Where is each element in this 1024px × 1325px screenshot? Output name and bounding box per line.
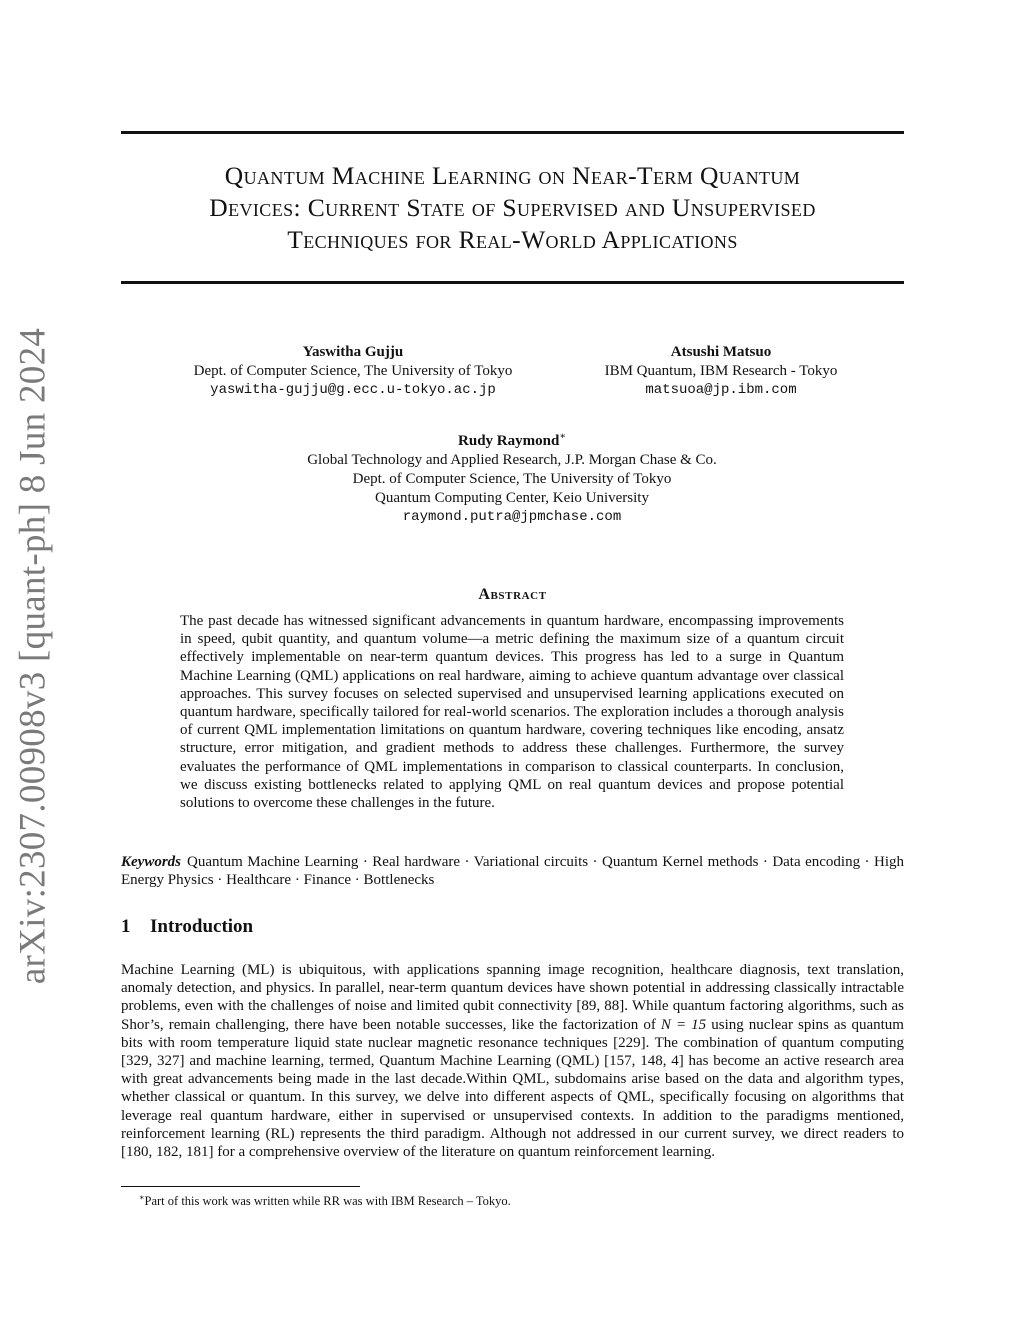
- author-name: Yaswitha Gujju: [302, 344, 404, 360]
- title-bottom-rule: [121, 281, 904, 284]
- section-heading: [121, 916, 253, 938]
- footnote-rule: [121, 1186, 360, 1187]
- paper-title: [121, 160, 904, 256]
- author-affiliation: IBM Quantum, IBM Research - Tokyo: [604, 363, 838, 379]
- author-block-raymond: [262, 427, 762, 527]
- author-name: Atsushi Matsuo: [670, 344, 772, 360]
- intro-math: N = 15: [660, 1016, 707, 1033]
- section-title: Introduction: [150, 916, 254, 937]
- title-line: Techniques for Real-World Applications: [287, 225, 738, 254]
- footnote-text: Part of this work was written while RR was with IBM Research – Tokyo.: [144, 1194, 511, 1209]
- author-block-matsuo: [580, 343, 862, 400]
- title-line: Devices: Current State of Supervised and Unsupervised: [209, 193, 816, 222]
- author-email[interactable]: yaswitha-gujju@g.ecc.u-tokyo.ac.jp: [210, 382, 496, 398]
- title-top-rule: [121, 131, 904, 134]
- author-name-line: [262, 427, 762, 451]
- intro-text-part2: using nuclear spins as quantum bits with room temperature liquid state nuclear magnetic resonance techniques [229]. The combination of quantum computing [329, 327] and machine learning, termed, Quantum Machine Learning (QML) [157, 148, 4] has become an active research area with great advancements being made in the last decade.Within QML, subdomains arise based on the data and algorithm types, whether classical or quantum. In this survey, we delve into different aspects of QML, specifically focusing on algorithms that leverage real quantum hardware, either in supervised or unsupervised contexts. In addition to the paradigms mentioned, reinforcement learning (RL) represents the third paradigm. Although not addressed in our current survey, we direct readers to [180, 182, 181] for a comprehensive overview of the literature on quantum reinforcement learning.: [121, 1016, 904, 1161]
- author-affiliation: Dept. of Computer Science, The University of Tokyo: [193, 363, 513, 379]
- footnote-mark: ∗: [139, 1193, 145, 1202]
- author-email[interactable]: raymond.putra@jpmchase.com: [402, 509, 622, 525]
- author-email[interactable]: matsuoa@jp.ibm.com: [645, 382, 797, 398]
- keywords-list: Quantum Machine Learning · Real hardware · Variational circuits · Quantum Kernel methods · Data encoding · High Energy Physics · Healthcare · Finance · Bottlenecks: [121, 854, 904, 889]
- arxiv-identifier: [12, 327, 54, 985]
- author-affiliation: Global Technology and Applied Research, J.P. Morgan Chase & Co.: [307, 452, 717, 468]
- keywords-label: Keywords: [121, 854, 181, 870]
- intro-text-part1: Machine Learning (ML) is ubiquitous, with applications spanning image recognition, healthcare diagnosis, text translation, anomaly detection, and physics. In parallel, near-term quantum devices have shown potential in addressing classically intractable problems, even with the challenges of noise and limited qubit connectivity [89, 88]. While quantum factoring algorithms, such as Shor’s, remain challenging, there have been notable successes, like the factorization of: [121, 962, 904, 1033]
- author-affiliation: Quantum Computing Center, Keio University: [375, 490, 649, 506]
- introduction-paragraph: [121, 961, 904, 1161]
- arxiv-identifier-text: arXiv:2307.00908v3 [quant-ph] 8 Jun 2024: [12, 327, 54, 985]
- section-number: 1: [121, 916, 131, 937]
- abstract-text: The past decade has witnessed significant advancements in quantum hardware, encompassing improvements in speed, qubit quantity, and quantum volume—a metric defining the maximum size of a quantum circuit effectively implementable on near-term quantum devices. This progress has led to a surge in Quantum Machine Learning (QML) applications on real hardware, aiming to achieve quantum advantage over classical approaches. This survey focuses on selected supervised and unsupervised learning applications executed on quantum hardware, specifically tailored for real-world scenarios. The exploration includes a thorough analysis of current QML implementation limitations on quantum hardware, covering techniques like encoding, ansatz structure, error mitigation, and gradient methods to address these challenges. Furthermore, the survey evaluates the performance of QML implementations in comparison to classical counterparts. In conclusion, we discuss existing bottlenecks related to applying QML on real quantum devices and propose potential solutions to overcome these challenges in the future.: [180, 613, 844, 812]
- keywords: [121, 853, 904, 889]
- title-line: Quantum Machine Learning on Near-Term Quantum: [224, 161, 801, 190]
- footnote-marker: ∗: [559, 431, 566, 442]
- author-block-gujju: [161, 343, 545, 400]
- author-name: Rudy Raymond: [458, 433, 560, 449]
- author-affiliation: Dept. of Computer Science, The University of Tokyo: [352, 471, 672, 487]
- footnote: [139, 1192, 511, 1209]
- abstract-heading: Abstract: [478, 586, 547, 603]
